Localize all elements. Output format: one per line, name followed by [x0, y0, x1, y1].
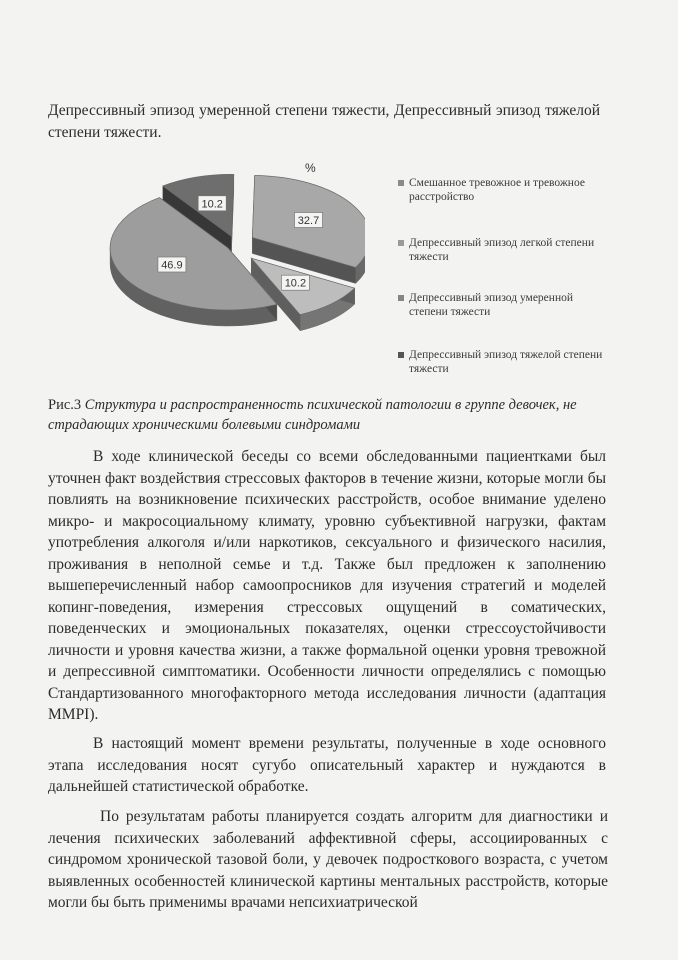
svg-text:10.2: 10.2 [284, 277, 307, 290]
legend-label: Депрессивный эпизод легкой степени тяжести [409, 237, 595, 263]
data-label-slice-mixed-anxiety [295, 213, 323, 228]
legend-swatch [398, 352, 404, 358]
data-label-slice-moderate-depression [158, 257, 186, 272]
svg-text:32.7: 32.7 [297, 215, 320, 227]
legend-item-mild-depression [398, 236, 608, 264]
legend-label: Депрессивный эпизод умеренной степени тяжести [409, 292, 573, 318]
pie-chart [95, 150, 365, 355]
svg-text:10.2: 10.2 [201, 198, 223, 211]
figure-number: Рис.3 [48, 397, 82, 413]
figure-caption-text: Структура и распространенность психической патологии в группе девочек, не страдающих хроническими болевыми синдромами [48, 397, 577, 433]
legend-swatch [398, 180, 404, 186]
legend-item-moderate-depression [398, 291, 608, 319]
svg-text:46.9: 46.9 [161, 259, 183, 272]
body-paragraph-2: В настоящий момент времени результаты, полученные в ходе основного этапа исследования носят сугубо описательный характер и нуждаются в дальнейшей статистической обработке. [48, 735, 606, 795]
legend-label: Депрессивный эпизод тяжелой степени тяжести [409, 349, 603, 375]
body-paragraph-3: По результатам работы планируется создать алгоритм для диагностики и лечения психических заболеваний аффективной сферы, ассоциированных с синдромом хронической тазовой боли, у девочек подросткового возраста, с учетом выявленных особенностей клинической картины ментальных расстройств, которые могли бы быть применимы врачами непсихиатрической [48, 808, 608, 911]
legend-item-severe-depression [398, 348, 608, 376]
legend-item-mixed-anxiety [398, 176, 608, 204]
legend-label: Смешанное тревожное и тревожное расстройство [409, 177, 585, 203]
body-paragraph-1: В ходе клинической беседы со всеми обследованными пациентками был уточнен факт воздействия стрессовых факторов в течение жизни, которые могли бы повлиять на возникновение психических расстройств, особое внимание уделено микро- и макросоциальному климату, уровню субъективной нагрузки, фактам употребления алкоголя и/или наркотиков, сексуального и физического насилия, проживания в неполной семье и т.д. Также был предложен к заполнению вышеперечисленный набор самоопросников для изучения стратегий и моделей копинг-поведения, измерения стрессовых ощущений в соматических, поведенческих и эмоциональных показателях, оценки стрессоустойчивости личности и уровня качества жизни, а также формальной оценки уровня тревожной и депрессивной симптоматики. Особенности личности определялись с помощью Стандартизованного многофакторного метода исследования личности (адаптация MMPI). [48, 448, 606, 723]
data-label-slice-mild-depression [281, 275, 309, 290]
legend-swatch [398, 240, 404, 246]
figure-caption [48, 395, 608, 435]
intro-paragraph: Депрессивный эпизод умеренной степени тяжести, Депрессивный эпизод тяжелой степени тяжести. [48, 102, 600, 141]
legend-swatch [398, 295, 404, 301]
pie-slices [110, 174, 365, 330]
chart-title: % [305, 161, 316, 175]
data-label-slice-severe-depression [198, 196, 226, 211]
